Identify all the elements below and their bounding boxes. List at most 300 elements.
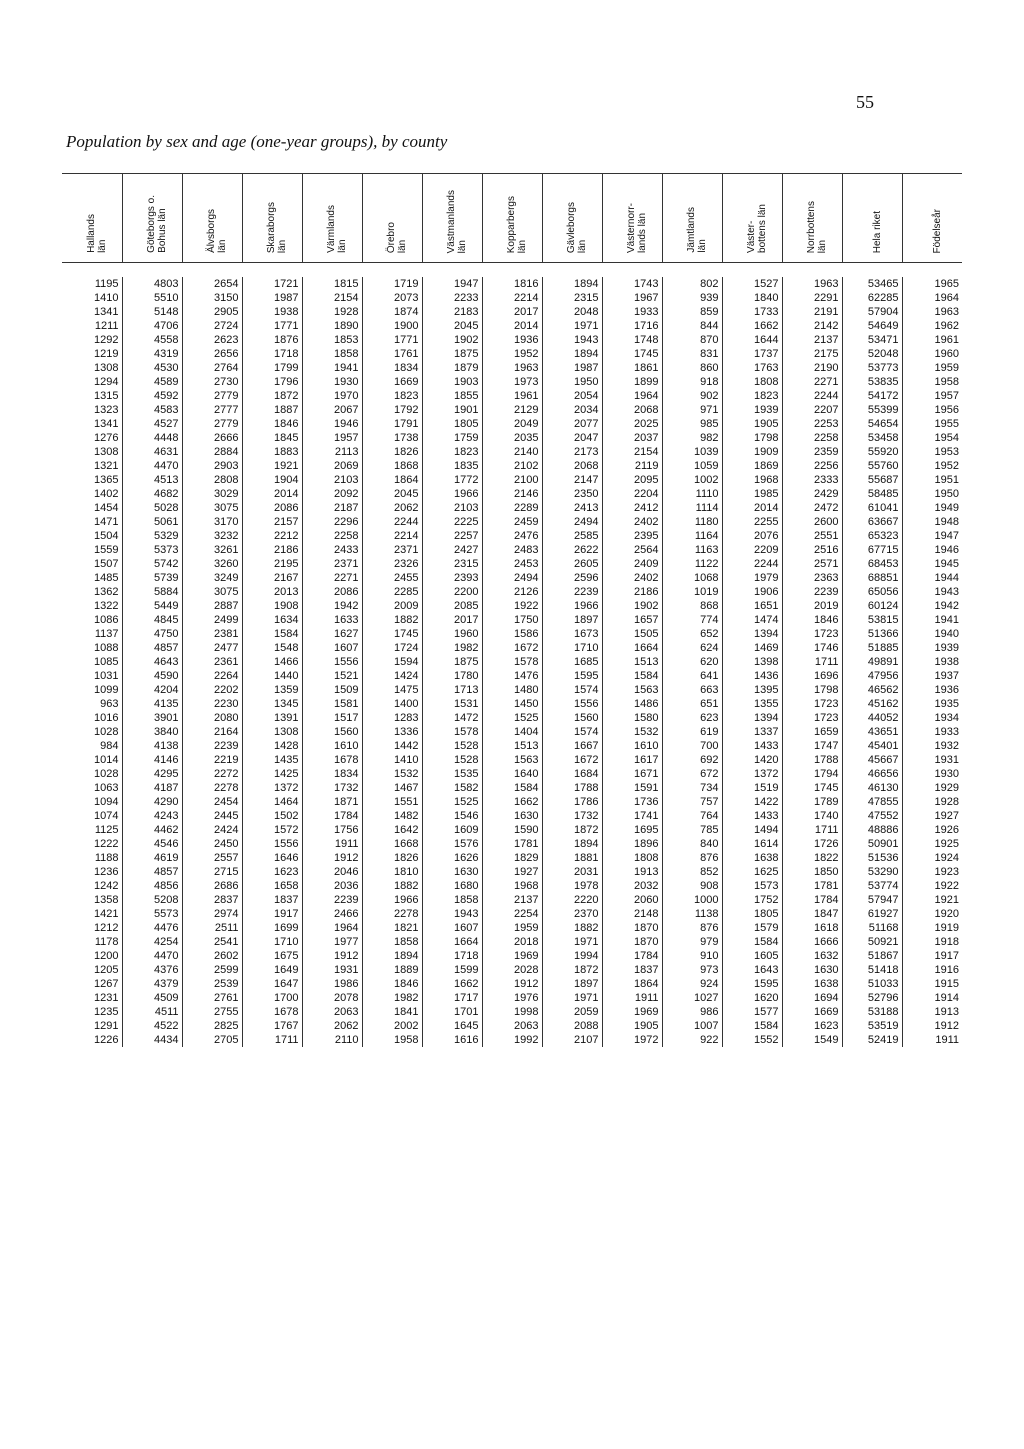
table-cell: 1869: [722, 459, 782, 473]
table-cell: 4448: [122, 431, 182, 445]
table-cell: 1372: [722, 767, 782, 781]
table-cell: 62285: [842, 291, 902, 305]
table-cell: 53773: [842, 361, 902, 375]
table-cell: 4187: [122, 781, 182, 795]
table-cell: 1894: [542, 277, 602, 291]
table-cell: 1673: [542, 627, 602, 641]
table-cell: 1421: [62, 907, 122, 921]
table-cell: 1971: [542, 319, 602, 333]
table-cell: 672: [662, 767, 722, 781]
table-cell: 1987: [542, 361, 602, 375]
table-row: [62, 725, 962, 739]
table-cell: 2476: [482, 529, 542, 543]
table-cell: 1212: [62, 921, 122, 935]
table-cell: 663: [662, 683, 722, 697]
table-cell: 1840: [722, 291, 782, 305]
table-cell: 1718: [242, 347, 302, 361]
table-cell: 2060: [602, 893, 662, 907]
table-row: [62, 417, 962, 431]
table-cell: 2025: [602, 417, 662, 431]
table-cell: 1276: [62, 431, 122, 445]
table-cell: 1882: [362, 879, 422, 893]
table-cell: 4135: [122, 697, 182, 711]
table-cell: 2557: [182, 851, 242, 865]
table-cell: 1556: [302, 655, 362, 669]
table-cell: 1837: [242, 893, 302, 907]
table-row: [62, 501, 962, 515]
table-cell: 68453: [842, 557, 902, 571]
table-cell: 840: [662, 837, 722, 851]
table-cell: 2233: [422, 291, 482, 305]
table-cell: 2605: [542, 557, 602, 571]
table-cell: 979: [662, 935, 722, 949]
table-row: [62, 809, 962, 823]
column-header-label: Älvsborgs län: [206, 209, 228, 253]
table-cell: 1870: [602, 935, 662, 949]
table-row: [62, 767, 962, 781]
table-cell: 2402: [602, 515, 662, 529]
table-cell: 1966: [362, 893, 422, 907]
table-cell: 1761: [362, 347, 422, 361]
table-cell: 1711: [782, 655, 842, 669]
table-cell: 2045: [422, 319, 482, 333]
table-cell: 2779: [182, 417, 242, 431]
table-row: [62, 795, 962, 809]
table-cell: 5061: [122, 515, 182, 529]
table-cell: 1576: [422, 837, 482, 851]
table-cell: 1961: [934, 334, 959, 346]
table-cell: 52419: [842, 1033, 902, 1047]
table-cell: 1846: [782, 613, 842, 627]
table-cell: 1875: [422, 655, 482, 669]
table-row: [62, 529, 962, 543]
table-cell: 50921: [842, 935, 902, 949]
table-cell: 1647: [242, 977, 302, 991]
table-cell: 2146: [482, 487, 542, 501]
table-cell: 1494: [722, 823, 782, 837]
table-cell: 1875: [422, 347, 482, 361]
column-header: [62, 174, 122, 263]
table-cell: 2453: [482, 557, 542, 571]
table-cell: 1700: [242, 991, 302, 1005]
table-cell: 1937: [934, 670, 959, 682]
table-cell: 1978: [542, 879, 602, 893]
table-cell: 692: [662, 753, 722, 767]
table-cell: 1398: [722, 655, 782, 669]
column-header: [722, 174, 782, 263]
table-cell: 1957: [934, 390, 959, 402]
table-cell: 1882: [362, 613, 422, 627]
table-cell: 1680: [422, 879, 482, 893]
table-cell: 1889: [362, 963, 422, 977]
table-cell: 1780: [422, 669, 482, 683]
table-cell: 1928: [302, 305, 362, 319]
table-cell: 985: [662, 417, 722, 431]
table-cell: 2113: [302, 445, 362, 459]
table-cell: 1701: [422, 1005, 482, 1019]
table-cell: 45162: [842, 697, 902, 711]
table-cell: 1745: [602, 347, 662, 361]
table-cell: 1394: [722, 711, 782, 725]
table-cell: 1767: [242, 1019, 302, 1033]
table-cell: 1987: [242, 291, 302, 305]
table-cell: 1959: [934, 362, 959, 374]
column-header-label: Skaraborgs län: [266, 201, 288, 253]
table-cell: 1341: [62, 417, 122, 431]
table-cell: 2204: [602, 487, 662, 501]
table-cell: 2264: [182, 669, 242, 683]
table-cell: 1912: [302, 949, 362, 963]
table-cell: 1321: [62, 459, 122, 473]
table-cell: 5329: [122, 529, 182, 543]
table-cell: 757: [662, 795, 722, 809]
table-cell: 1970: [302, 389, 362, 403]
table-cell: 734: [662, 781, 722, 795]
table-cell: 2596: [542, 571, 602, 585]
table-cell: 2140: [482, 445, 542, 459]
table-cell: 1669: [362, 375, 422, 389]
table-cell: 2424: [182, 823, 242, 837]
table-cell: 1834: [302, 767, 362, 781]
table-cell: 4379: [122, 977, 182, 991]
table-cell: 1784: [602, 949, 662, 963]
table-cell: 1578: [482, 655, 542, 669]
table-cell: 652: [662, 627, 722, 641]
table-cell: 53471: [842, 333, 902, 347]
table-cell: 4146: [122, 753, 182, 767]
table-cell: 4857: [122, 641, 182, 655]
table-cell: 918: [662, 375, 722, 389]
table-cell: 1964: [302, 921, 362, 935]
table-cell: 1916: [934, 964, 959, 976]
table-cell: 902: [662, 389, 722, 403]
table-cell: 2271: [782, 375, 842, 389]
table-cell: 1572: [242, 823, 302, 837]
table-cell: 3901: [122, 711, 182, 725]
table-cell: 1358: [62, 893, 122, 907]
table-cell: 61041: [842, 501, 902, 515]
table-cell: 1623: [242, 865, 302, 879]
table-cell: 1394: [722, 627, 782, 641]
table-cell: 1699: [242, 921, 302, 935]
table-cell: 4643: [122, 655, 182, 669]
table-cell: 1475: [362, 683, 422, 697]
table-row: [62, 655, 962, 669]
table-cell: 2564: [602, 543, 662, 557]
table-cell: 2076: [722, 529, 782, 543]
column-header: [902, 174, 962, 263]
table-cell: 1428: [242, 739, 302, 753]
table-cell: 1850: [782, 865, 842, 879]
table-cell: 2571: [782, 557, 842, 571]
table-cell: 1630: [422, 865, 482, 879]
table-cell: 1823: [722, 389, 782, 403]
table-cell: 1442: [362, 739, 422, 753]
table-cell: 910: [662, 949, 722, 963]
table-cell: 2409: [602, 557, 662, 571]
table-cell: 1982: [422, 641, 482, 655]
table-cell: 1791: [362, 417, 422, 431]
table-cell: 1671: [602, 767, 662, 781]
table-cell: 2511: [182, 921, 242, 935]
table-cell: 2516: [782, 543, 842, 557]
table-cell: 2202: [182, 683, 242, 697]
table-cell: 1969: [602, 1005, 662, 1019]
table-cell: 1772: [422, 473, 482, 487]
table-cell: 1964: [602, 389, 662, 403]
table-cell: 2450: [182, 837, 242, 851]
table-cell: 4376: [122, 963, 182, 977]
table-cell: 1874: [362, 305, 422, 319]
table-cell: 1433: [722, 809, 782, 823]
table-cell: 1903: [422, 375, 482, 389]
table-cell: 1532: [362, 767, 422, 781]
column-header: [602, 174, 662, 263]
table-cell: 1556: [242, 837, 302, 851]
table-cell: 53188: [842, 1005, 902, 1019]
table-cell: 1552: [722, 1033, 782, 1047]
table-cell: 876: [662, 851, 722, 865]
table-cell: 1835: [422, 459, 482, 473]
table-cell: 2371: [302, 557, 362, 571]
table-cell: 1711: [782, 823, 842, 837]
table-cell: 1841: [362, 1005, 422, 1019]
table-cell: 1662: [422, 977, 482, 991]
table-cell: 43651: [842, 725, 902, 739]
table-row: [62, 641, 962, 655]
table-cell: 4522: [122, 1019, 182, 1033]
table-cell: 1509: [302, 683, 362, 697]
table-cell: 2289: [482, 501, 542, 515]
table-cell: 46656: [842, 767, 902, 781]
table-cell: 2654: [182, 277, 242, 291]
table-cell: 1786: [542, 795, 602, 809]
table-cell: 1664: [602, 641, 662, 655]
table-row: [62, 893, 962, 907]
table-cell: 1958: [362, 1033, 422, 1047]
table-cell: 1834: [362, 361, 422, 375]
table-cell: 1610: [302, 739, 362, 753]
table-cell: 1946: [934, 544, 959, 556]
table-cell: 1410: [362, 753, 422, 767]
table-cell: 2212: [242, 529, 302, 543]
table-cell: 1952: [934, 460, 959, 472]
table-cell: 1748: [602, 333, 662, 347]
table-cell: 1911: [602, 991, 662, 1005]
table-cell: 2230: [182, 697, 242, 711]
table-cell: 1876: [242, 333, 302, 347]
table-row: [62, 333, 962, 347]
table-cell: 1745: [782, 781, 842, 795]
column-header: [182, 174, 242, 263]
table-cell: 1882: [542, 921, 602, 935]
table-cell: 1798: [722, 431, 782, 445]
table-cell: 1548: [242, 641, 302, 655]
table-cell: 45667: [842, 753, 902, 767]
table-row: [62, 389, 962, 403]
table-cell: 58485: [842, 487, 902, 501]
table-row: [62, 697, 962, 711]
table-cell: 1969: [482, 949, 542, 963]
table-cell: 2454: [182, 795, 242, 809]
table-cell: 2183: [422, 305, 482, 319]
table-row: [62, 753, 962, 767]
table-cell: 1031: [62, 669, 122, 683]
table-cell: 50901: [842, 837, 902, 851]
table-cell: 44052: [842, 711, 902, 725]
table-cell: 2068: [542, 459, 602, 473]
table-cell: 1236: [62, 865, 122, 879]
table-cell: 2459: [482, 515, 542, 529]
table-cell: 939: [662, 291, 722, 305]
table-row: [62, 739, 962, 753]
table-cell: 1684: [542, 767, 602, 781]
table-cell: 1942: [302, 599, 362, 613]
table-cell: 5884: [122, 585, 182, 599]
table-cell: 1977: [302, 935, 362, 949]
table-row: [62, 361, 962, 375]
table-cell: 2370: [542, 907, 602, 921]
table-cell: 1525: [422, 795, 482, 809]
column-header-label: Örebro län: [386, 221, 408, 253]
table-cell: 2110: [302, 1033, 362, 1047]
table-cell: 1559: [62, 543, 122, 557]
table-cell: 2073: [362, 291, 422, 305]
table-cell: 1901: [422, 403, 482, 417]
table-cell: 1308: [242, 725, 302, 739]
table-cell: 2551: [782, 529, 842, 543]
table-cell: 1936: [934, 684, 959, 696]
table-cell: 1960: [422, 627, 482, 641]
table-cell: 1944: [934, 572, 959, 584]
table-cell: 2062: [302, 1019, 362, 1033]
table-cell: 2887: [182, 599, 242, 613]
table-cell: 2239: [302, 893, 362, 907]
table-cell: 5573: [122, 907, 182, 921]
table-cell: 1646: [242, 851, 302, 865]
table-cell: 4290: [122, 795, 182, 809]
table-cell: 2049: [482, 417, 542, 431]
table-cell: 2278: [182, 781, 242, 795]
table-cell: 1948: [934, 516, 959, 528]
table-cell: 1717: [422, 991, 482, 1005]
table-cell: 1659: [782, 725, 842, 739]
table-cell: 2296: [302, 515, 362, 529]
table-row: [62, 445, 962, 459]
table-cell: 3249: [182, 571, 242, 585]
table-cell: 2186: [602, 585, 662, 599]
table-cell: 1985: [722, 487, 782, 501]
table-cell: 1560: [542, 711, 602, 725]
table-cell: 1028: [62, 725, 122, 739]
table-cell: 1871: [302, 795, 362, 809]
table-cell: 1640: [482, 767, 542, 781]
table-cell: 1549: [782, 1033, 842, 1047]
table-cell: 1794: [782, 767, 842, 781]
table-cell: 1939: [722, 403, 782, 417]
table-cell: 4590: [122, 669, 182, 683]
table-cell: 1726: [782, 837, 842, 851]
table-cell: 52048: [842, 347, 902, 361]
table-cell: 1950: [542, 375, 602, 389]
table-cell: 1088: [62, 641, 122, 655]
table-cell: 2191: [782, 305, 842, 319]
table-cell: 1678: [302, 753, 362, 767]
table-cell: 1337: [722, 725, 782, 739]
table-cell: 802: [662, 277, 722, 291]
table-cell: 1926: [934, 824, 959, 836]
table-cell: 1471: [62, 515, 122, 529]
column-header-label: Gävleborgs län: [566, 201, 588, 253]
table-row: [62, 711, 962, 725]
table-cell: 1400: [362, 697, 422, 711]
table-cell: 1829: [482, 851, 542, 865]
table-cell: 1110: [662, 487, 722, 501]
table-cell: 1584: [242, 627, 302, 641]
table-cell: 2764: [182, 361, 242, 375]
table-cell: 2602: [182, 949, 242, 963]
table-cell: 1359: [242, 683, 302, 697]
table-cell: 876: [662, 921, 722, 935]
table-cell: 1630: [782, 963, 842, 977]
table-cell: 1945: [934, 558, 959, 570]
table-row: [62, 487, 962, 501]
table-cell: 2175: [782, 347, 842, 361]
table-cell: 4750: [122, 627, 182, 641]
column-header-label: Värmlands län: [326, 205, 348, 253]
column-header-label: Göteborgs o. Bohus län: [146, 195, 168, 253]
table-cell: 1086: [62, 613, 122, 627]
table-cell: 46562: [842, 683, 902, 697]
table-cell: 1808: [602, 851, 662, 865]
table-cell: 1976: [482, 991, 542, 1005]
table-cell: 1502: [242, 809, 302, 823]
table-cell: 1942: [934, 600, 959, 612]
table-cell: 2258: [782, 431, 842, 445]
table-cell: 1846: [242, 417, 302, 431]
table-row: [62, 515, 962, 529]
population-table: [62, 173, 962, 1047]
table-cell: 844: [662, 319, 722, 333]
table-row: [62, 1005, 962, 1019]
table-cell: 54172: [842, 389, 902, 403]
table-cell: 1580: [602, 711, 662, 725]
table-cell: 2494: [482, 571, 542, 585]
table-cell: 1059: [662, 459, 722, 473]
table-cell: 852: [662, 865, 722, 879]
table-cell: 1125: [62, 823, 122, 837]
table-cell: 2088: [542, 1019, 602, 1033]
table-cell: 2278: [362, 907, 422, 921]
table-cell: 2402: [602, 571, 662, 585]
table-cell: 1638: [722, 851, 782, 865]
table-cell: 1928: [934, 796, 959, 808]
table-cell: 1943: [542, 333, 602, 347]
table-cell: 1868: [362, 459, 422, 473]
table-cell: 4204: [122, 683, 182, 697]
table-row: [62, 865, 962, 879]
table-cell: 4682: [122, 487, 182, 501]
table-cell: 2002: [362, 1019, 422, 1033]
table-cell: 982: [662, 431, 722, 445]
column-header: [122, 174, 182, 263]
table-cell: 1711: [242, 1033, 302, 1047]
table-cell: 2195: [242, 557, 302, 571]
table-cell: 1226: [62, 1033, 122, 1047]
table-cell: 1719: [362, 277, 422, 291]
table-cell: 1085: [62, 655, 122, 669]
table-cell: 4476: [122, 921, 182, 935]
